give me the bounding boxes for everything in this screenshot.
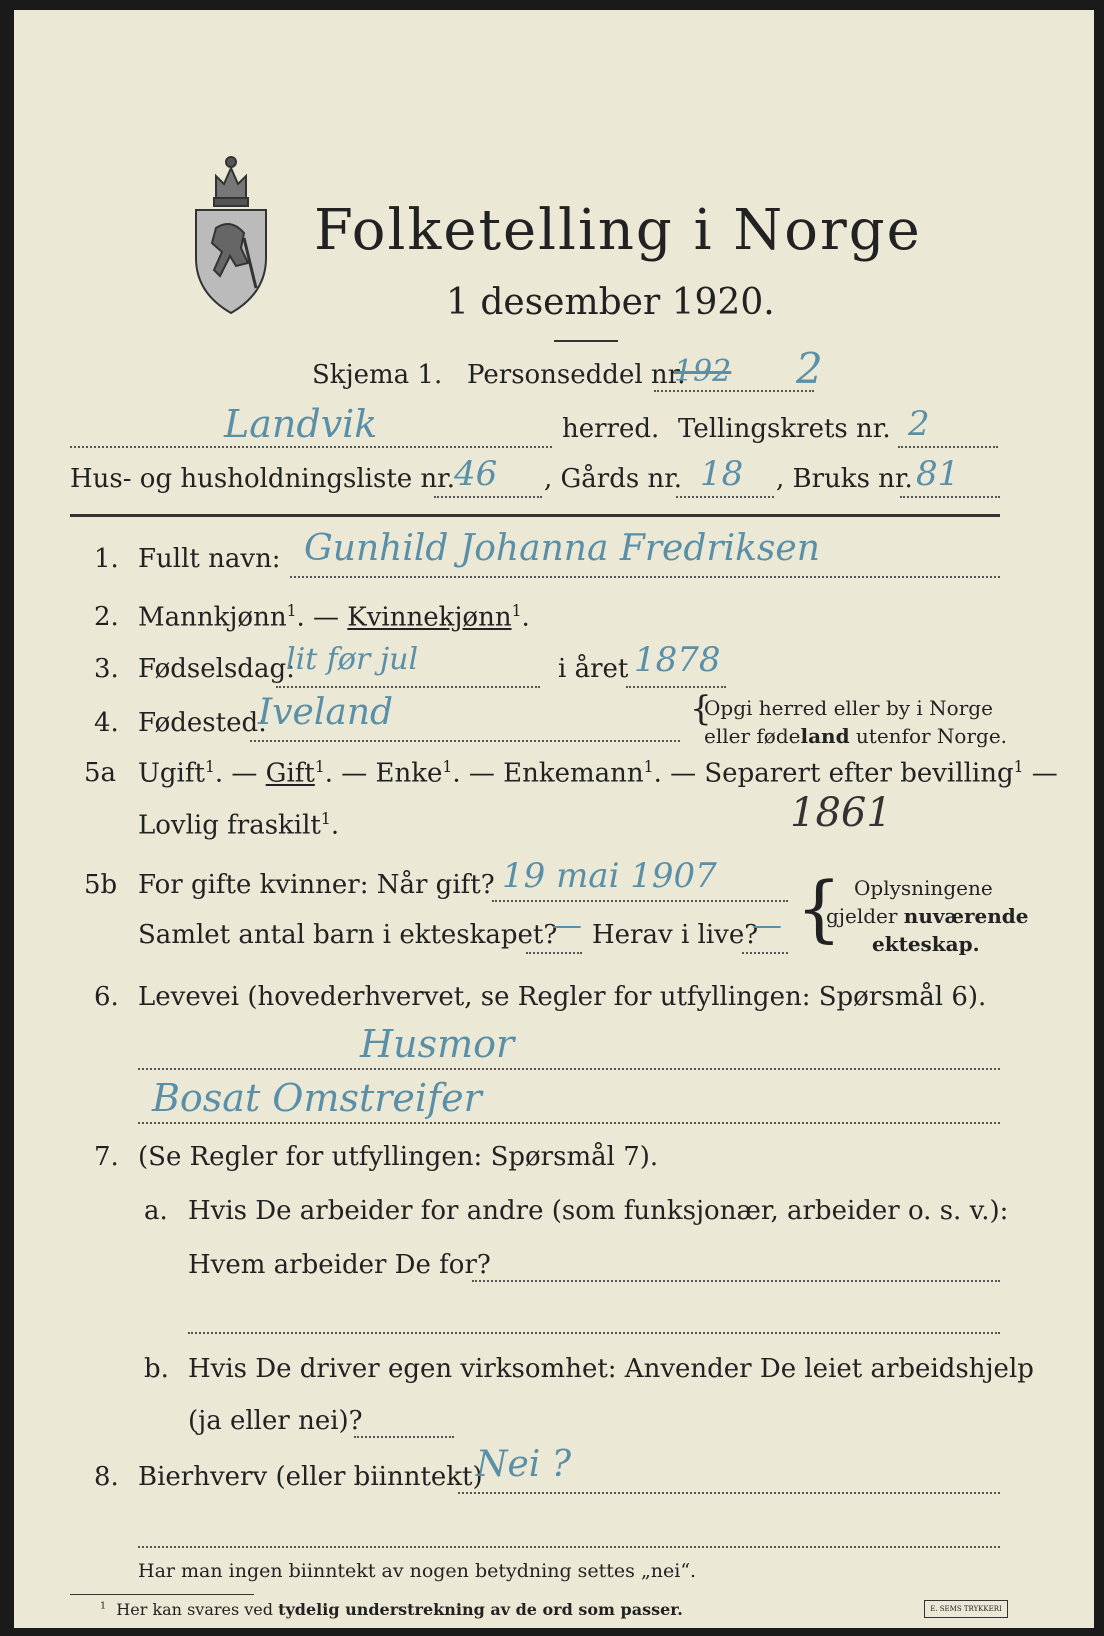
bruks-label: , Bruks nr.	[776, 464, 913, 494]
coat-of-arms-icon	[186, 148, 276, 318]
q5b-note-3: ekteskap.	[872, 932, 980, 956]
herred-value: Landvik	[224, 402, 378, 446]
krets-value: 2	[908, 404, 930, 444]
q5b-barn-value: —	[552, 908, 582, 943]
q6-line-1: Husmor	[360, 1022, 515, 1066]
q3-year-label: i året	[558, 654, 629, 684]
q8-value: Nei ?	[476, 1444, 572, 1485]
title-divider	[554, 340, 618, 342]
schema-label: Skjema 1. Personseddel nr.	[312, 360, 686, 390]
q3-number: 3.	[94, 654, 119, 684]
q8-label: Bierhverv (eller biinntekt)	[138, 1462, 483, 1492]
q5b-live-label: Herav i live?	[592, 920, 759, 950]
q5a-margin-note: 1861	[790, 790, 892, 836]
footnote: $^1$ Her kan svares ved tydelig understrekning av de ord som passer.	[100, 1600, 683, 1619]
q1-value: Gunhild Johanna Fredriksen	[304, 528, 820, 569]
q5a-lovlig: Lovlig fraskilt$^1$.	[138, 810, 340, 841]
q7a-question: Hvem arbeider De for?	[188, 1250, 491, 1280]
q5a-number: 5a	[84, 758, 117, 788]
q7-number: 7.	[94, 1142, 119, 1172]
printer-stamp: E. SEMS TRYKKERI	[924, 1600, 1008, 1618]
q4-brace: {	[690, 689, 712, 729]
form-title: Folketelling i Norge	[314, 198, 922, 263]
q4-label: Fødested:	[138, 708, 267, 738]
q3-year-value: 1878	[634, 640, 721, 680]
q5a-text: Ugift$^1$. — Gift$^1$. — Enke$^1$. — Enkemann$^1$. — Separert efter bevilling$^1$ —	[138, 758, 1058, 789]
q2-number: 2.	[94, 602, 119, 632]
q7b-number: b.	[144, 1354, 169, 1384]
q5b-brace: {	[796, 866, 842, 950]
q4-note-2: eller fødeland utenfor Norge.	[704, 724, 1008, 748]
q6-line-2: Bosat Omstreifer	[152, 1076, 482, 1120]
q7-label: (Se Regler for utfyllingen: Spørsmål 7).	[138, 1142, 659, 1172]
q6-number: 6.	[94, 982, 119, 1012]
person-nr-struck: 192	[674, 354, 732, 389]
q1-number: 1.	[94, 544, 119, 574]
gards-value: 18	[700, 454, 744, 494]
q8-number: 8.	[94, 1462, 119, 1492]
person-nr: 2	[796, 344, 823, 393]
q5b-number: 5b	[84, 870, 118, 900]
gards-label: , Gårds nr.	[544, 464, 683, 494]
q5b-label: For gifte kvinner: Når gift?	[138, 870, 495, 900]
q3-label: Fødselsdag:	[138, 654, 295, 684]
q5b-note-1: Oplysningene	[854, 876, 993, 900]
footer-note: Har man ingen biinntekt av nogen betydning settes „nei“.	[138, 1560, 697, 1582]
hus-label: Hus- og husholdningsliste nr.	[70, 464, 456, 494]
q7a-number: a.	[144, 1196, 168, 1226]
herred-label: herred.	[562, 414, 660, 444]
footnote-rule	[70, 1594, 254, 1595]
q4-note-1: Opgi herred eller by i Norge	[704, 696, 993, 720]
bruks-value: 81	[916, 454, 960, 494]
q5b-note-2: gjelder nuværende	[826, 904, 1029, 928]
q7b-question: (ja eller nei)?	[188, 1406, 363, 1436]
form-date: 1 desember 1920.	[446, 282, 775, 323]
header-divider	[70, 514, 1000, 517]
q6-label: Levevei (hovederhvervet, se Regler for utfyllingen: Spørsmål 6).	[138, 982, 987, 1012]
hus-value: 46	[454, 454, 498, 494]
q2-text: Mannkjønn$^1$. — Kvinnekjønn$^1$.	[138, 602, 530, 633]
q5b-value: 19 mai 1907	[502, 856, 717, 896]
q7b-label: Hvis De driver egen virksomhet: Anvender De leiet arbeidshjelp	[188, 1354, 1034, 1384]
q4-number: 4.	[94, 708, 119, 738]
q4-value: Iveland	[258, 692, 394, 733]
q5b-live-value: —	[752, 908, 782, 943]
q1-label: Fullt navn:	[138, 544, 281, 574]
census-form	[14, 10, 1094, 1628]
q7a-label: Hvis De arbeider for andre (som funksjonær, arbeider o. s. v.):	[188, 1196, 1009, 1226]
q3-value: lit før jul	[286, 642, 419, 677]
q5b-barn-label: Samlet antal barn i ekteskapet?	[138, 920, 558, 950]
krets-label: Tellingskrets nr.	[678, 414, 891, 444]
